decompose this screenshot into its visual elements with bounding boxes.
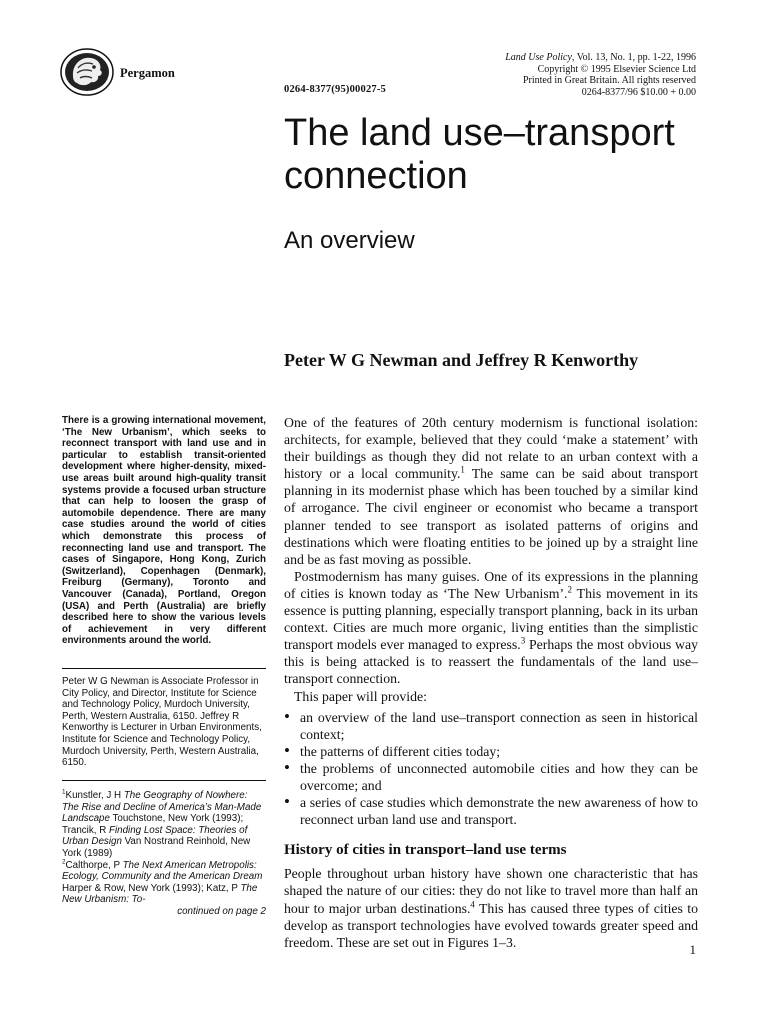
footnote-title: The Next American Metropolis: Ecology, Community and the American Dream — [62, 859, 263, 883]
footnote-text: Calthorpe, P — [65, 859, 123, 871]
footnote-marker: 1 — [62, 788, 66, 796]
article-authors: Peter W G Newman and Jeffrey R Kenworthy — [284, 350, 639, 370]
footnote-ref: 2 — [567, 584, 572, 595]
journal-volume: , Vol. 13, No. 1, pp. 1-22, 1996 — [571, 52, 696, 63]
pergamon-logo-icon — [58, 46, 116, 98]
footnote-text: Harper & Row, New York (1993); Katz, P — [62, 882, 241, 894]
journal-info — [436, 52, 696, 98]
affiliation-divider — [62, 780, 266, 781]
paragraph-text: People throughout urban history have shown one characteristic that has shaped the nature of our cities: they do not like to travel more than half an hour to major urban destinations. — [284, 866, 698, 916]
article-title — [284, 112, 724, 198]
footnote-ref: 4 — [470, 898, 475, 909]
printed-line: Printed in Great Britain. All rights reserved — [522, 75, 696, 87]
continued-note: continued on page 2 — [177, 905, 266, 917]
footnote-title: Finding Lost Space: Theories of Urban Design — [62, 824, 248, 848]
footnote-title: The Geography of Nowhere: The Rise and Decline of America’s Man-Made Landscape — [62, 790, 262, 825]
list-item: • a series of case studies which demonstrate the new awareness of how to reconnect urban land use and transport. — [284, 794, 698, 828]
abstract: There is a growing international movement, ‘The New Urbanism’, which seeks to reconnect transport with land use and in particular to establish transit-oriented development where higher-density, mixed-use areas built around high-quality transit systems provide a focused urban structure that can help to loosen the grasp of automobile dependence. There are many case studies around the world of cities which demonstrate this process of reconnecting land use and transport. The cases of Singapore, Hong Kong, Zurich (Switzerland), Copenhagen (Denmark), Freiburg (Germany), Toronto and Vancouver (Canada), Portland, Oregon (USA) and Perth (Australia) are briefly described here to show the various levels of achievement in very different environments around the world. — [62, 415, 266, 647]
paragraph-2 — [284, 568, 698, 688]
paragraph-text: This has caused three types of cities to develop as transport technologies have evolved towards greater speed and freedom. These are set out in Figures 1–3. — [284, 900, 698, 950]
paragraph-1 — [284, 414, 698, 568]
footnote-2 — [62, 860, 266, 906]
footnote-1 — [62, 790, 266, 860]
paragraph-text: This movement in its essence is putting planning, especially transport planning, back in its urban context. Cities are much more organic, living entities than the simplistic transport models ever managed to express. — [284, 585, 698, 653]
list-item: • the problems of unconnected automobile cities and how they can be overcome; and — [284, 760, 698, 794]
bullet-list — [284, 709, 698, 829]
paragraph-text: Perhaps the most obvious way this is being attacked is to reassert the fundamentals of the land use–transport connection. — [284, 637, 698, 687]
article-subtitle: An overview — [284, 227, 415, 254]
author-affiliation: Peter W G Newman is Associate Professor in City Policy, and Director, Institute for Science and Technology Policy, Murdoch University, Perth, Western Australia, 6150. Jeffrey R Kenworthy is Lecturer in Urban Environments, Institute for Science and Technology Policy, Murdoch University, Perth, Western Australia, 6150. — [62, 676, 262, 769]
footnote-title: The New Urbanism: To- — [62, 882, 258, 906]
main-text — [284, 414, 698, 951]
journal-citation — [436, 52, 696, 64]
issn-line: 0264-8377(95)00027-5 — [284, 84, 386, 95]
page-number: 1 — [689, 942, 696, 957]
list-item: • the patterns of different cities today; — [284, 743, 698, 760]
paragraph-3: This paper will provide: — [294, 688, 427, 704]
paragraph-text: One of the features of 20th century modernism is functional isolation: architects, for example, believed that they could ‘make a statement’ with their buildings as though they did not relate to an urban context with a history or a local community. — [284, 415, 698, 482]
footnote-ref: 3 — [520, 635, 526, 646]
footnote-text: Van Nostrand Reinhold, New York (1989) — [62, 836, 251, 859]
footnote-text: Touchstone, New York (1993); Trancik, R — [62, 813, 244, 836]
footnote-ref: 1 — [460, 464, 465, 475]
footnotes — [62, 790, 266, 918]
journal-name: Land Use Policy — [505, 52, 572, 63]
paragraph-text: Postmodernism has many guises. One of its expressions in the planning of cities is known today as ‘The New Urbanism’. — [284, 568, 698, 601]
publisher-name: Pergamon — [120, 66, 175, 80]
abstract-divider — [62, 668, 266, 669]
title-line-2: connection — [284, 155, 468, 197]
paragraph-4 — [284, 865, 698, 950]
price-line: 0264-8377/96 $10.00 + 0.00 — [581, 86, 696, 98]
title-line-1: The land use–transport — [284, 112, 675, 154]
copyright-line: Copyright © 1995 Elsevier Science Ltd — [537, 63, 696, 75]
section-heading: History of cities in transport–land use terms — [284, 842, 567, 859]
footnote-marker: 2 — [62, 858, 66, 866]
list-item: • an overview of the land use–transport connection as seen in historical context; — [284, 709, 698, 743]
footnote-text: Kunstler, J H — [65, 790, 124, 801]
paragraph-text: The same can be said about transport planning in its modernist phase which has been touched by a similar kind of arrogance. The civil engineer or economist who became a transport planner tended to see transport as isolated patterns of origins and destinations which were floating entities to be joined up by a straight line and be as fast moving as possible. — [284, 466, 698, 567]
